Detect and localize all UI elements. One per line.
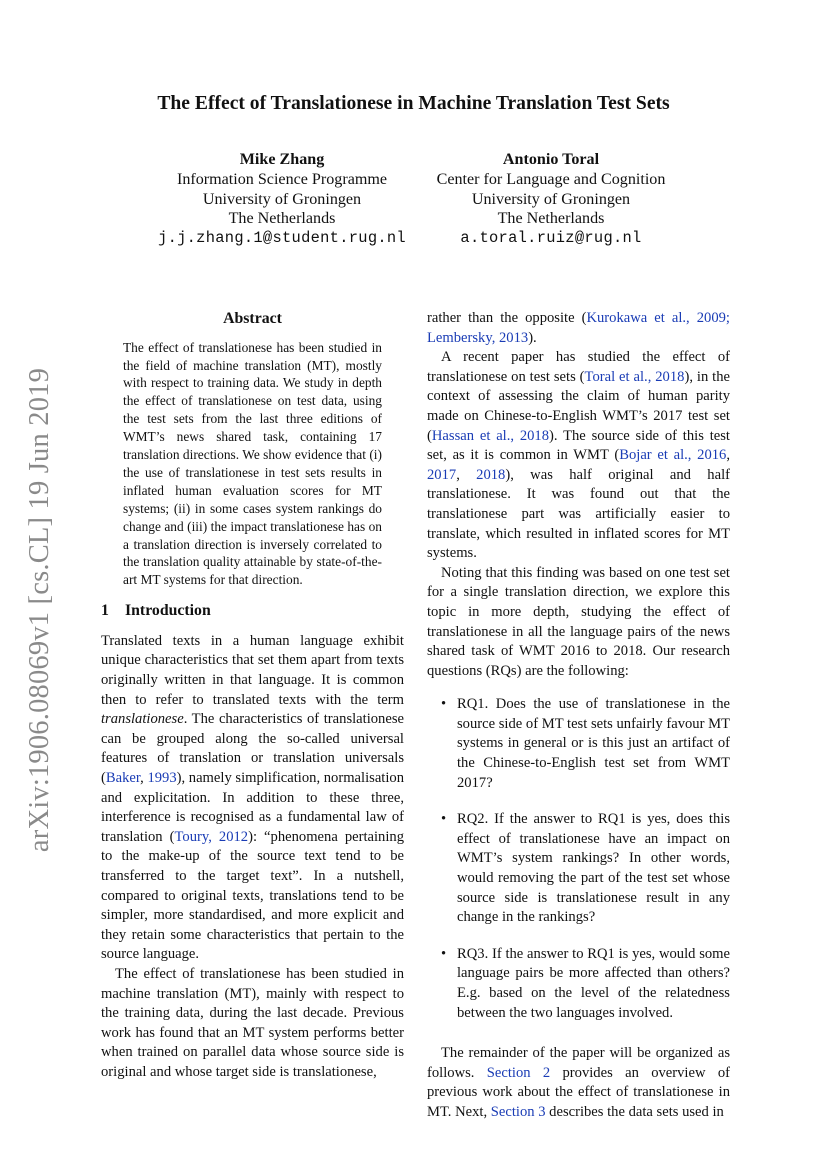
text-run: provides an overview of previous work about the effect of translationese in MT. Next, xyxy=(427,1064,730,1120)
text-run: . The characteristics of translationese can be grouped along the so-called universal features of translation or translation universals ( xyxy=(101,711,404,787)
arxiv-stamp xyxy=(20,367,60,853)
author-email[interactable]: j.j.zhang.1@student.rug.nl xyxy=(158,229,406,248)
rq-text: RQ3. If the answer to RQ1 is yes, would some language pairs be more affected than others? E.g. based on the level of the relatedness between the two languages involved. xyxy=(457,945,730,1021)
citation-hassan[interactable]: Hassan et al., 2018 xyxy=(431,427,550,444)
link-section-2[interactable]: Section 2 xyxy=(486,1064,551,1081)
text-run: ), namely simplification, normalisation and explicitation. In addition to these three, interference is recognised as a fundamental law of translation ( xyxy=(101,770,404,845)
intro-paragraph-2-cont xyxy=(427,309,730,348)
abstract-heading: Abstract xyxy=(223,310,282,327)
paper-title: The Effect of Translationese in Machine Translation Test Sets xyxy=(157,93,670,114)
rq-text: RQ2. If the answer to RQ1 is yes, does this effect of translationese have an impact on WMT’s system rankings? In other words, would removing the part of the test set whose source side is translationese result in any change in the rankings? xyxy=(457,811,730,926)
bullet-icon: • xyxy=(441,811,447,828)
text-run: , xyxy=(140,770,148,787)
citation-toury[interactable]: Toury, 2012 xyxy=(174,828,249,845)
intro-paragraph-1 xyxy=(101,632,404,965)
rq-text: RQ1. Does the use of translationese in the source side of MT test sets unfairly favour MT systems in general or is this just an artifact of the Chinese-to-English test set from WMT 2017? xyxy=(457,696,730,791)
bullet-icon: • xyxy=(441,945,447,962)
citation-bojar-2017[interactable]: 2017 xyxy=(427,466,457,483)
link-section-3[interactable]: Section 3 xyxy=(490,1103,546,1120)
author-country: The Netherlands xyxy=(497,210,605,228)
intro-paragraph-3 xyxy=(427,348,730,564)
text-run: , xyxy=(456,466,477,483)
author-country: The Netherlands xyxy=(228,210,336,228)
text-run: ): “phenomena pertaining to the make-up of the source text tend to be transferred to the target text”. In a nutshell, compared to original texts, translations tend to be simpler, more standardised, and more explicit and they retain some characteristics that pertain to the source language. xyxy=(101,828,404,963)
text-run: The remainder of the paper will be organized as follows. xyxy=(427,1045,730,1081)
author-affiliation: Information Science Programme xyxy=(176,170,388,188)
list-item-rq2 xyxy=(427,810,730,928)
text-run: ). xyxy=(528,329,537,346)
citation-bojar[interactable]: Bojar et al., 2016 xyxy=(619,447,727,464)
intro-paragraph-2: The effect of translationese has been studied in machine translation (MT), mainly with respect to the training data, during the last decade. Previous work has found that an MT system performs better when trained on parallel data whose source side is original and whose target side is translationese, xyxy=(101,965,404,1080)
list-item-rq1 xyxy=(427,695,730,793)
author-block-2 xyxy=(413,150,689,249)
citation-toral[interactable]: Toral et al., 2018 xyxy=(584,368,685,385)
text-run: Translated texts in a human language exhibit unique characteristics that set them apart from texts originally written in that language. It is common then to refer to translated texts with the term xyxy=(101,632,404,708)
intro-paragraph-5 xyxy=(427,1044,730,1122)
author-name: Mike Zhang xyxy=(239,151,325,168)
left-column xyxy=(101,309,404,1083)
section-number: 1 xyxy=(101,602,109,620)
text-run: ), in the context of assessing the claim of human parity made on Chinese-to-English WMT’s 2017 test set ( xyxy=(427,368,730,444)
author-university: University of Groningen xyxy=(471,190,631,208)
author-email[interactable]: a.toral.ruiz@rug.nl xyxy=(460,229,642,248)
author-affiliation: Center for Language and Cognition xyxy=(436,170,666,188)
term-translationese: translationese xyxy=(101,711,184,728)
section-heading-introduction xyxy=(101,601,404,621)
arxiv-stamp-text: arXiv:1906.08069v1 [cs.CL] 19 Jun 2019 xyxy=(24,367,56,853)
citation-kurokawa-lembersky[interactable]: Kurokawa et al., 2009; Lembersky, 2013 xyxy=(427,310,730,346)
text-run: ). The source side of this test set, as it is common in WMT ( xyxy=(427,427,730,464)
citation-bojar-2018[interactable]: 2018 xyxy=(476,466,506,483)
citation-baker[interactable]: Baker xyxy=(105,770,141,787)
list-item-rq3 xyxy=(427,945,730,1023)
text-run: A recent paper has studied the effect of translationese on test sets ( xyxy=(427,349,730,385)
section-title: Introduction xyxy=(125,602,211,620)
bullet-icon: • xyxy=(441,696,447,713)
author-block-1 xyxy=(144,150,420,249)
text-run: , xyxy=(726,447,730,464)
text-run: describes the data sets used in xyxy=(545,1103,724,1120)
research-questions-list xyxy=(427,695,730,1023)
text-run: rather than the opposite ( xyxy=(427,310,587,326)
right-column xyxy=(427,309,730,1123)
author-name: Antonio Toral xyxy=(502,151,600,168)
author-university: University of Groningen xyxy=(202,190,362,208)
intro-paragraph-4: Noting that this finding was based on one test set for a single translation direction, we explore this topic in more depth, studying the effect of translationese in all the language pairs of the news shared task of WMT 2016 to 2018. Our research questions (RQs) are the following: xyxy=(427,564,730,679)
text-run: ), was half original and half translationese. It was found out that the translationese part was artificially easier to translate, which resulted in inflated scores for MT systems. xyxy=(427,466,730,562)
citation-baker-year[interactable]: 1993 xyxy=(147,770,177,787)
abstract-text: The effect of translationese has been studied in the field of machine translation (MT), mostly with respect to training data. We study in depth the effect of translationese on test data, using the test sets from the last three editions of WMT’s news shared task, containing 17 translation directions. We show evidence that (i) the use of translationese in test sets results in inflated human evaluation scores for MT systems; (ii) in some cases system rankings do change and (iii) the impact translationese has on a translation direction is inversely correlated to the translation quality attainable by state-of-the-art MT systems for that direction. xyxy=(123,339,382,588)
